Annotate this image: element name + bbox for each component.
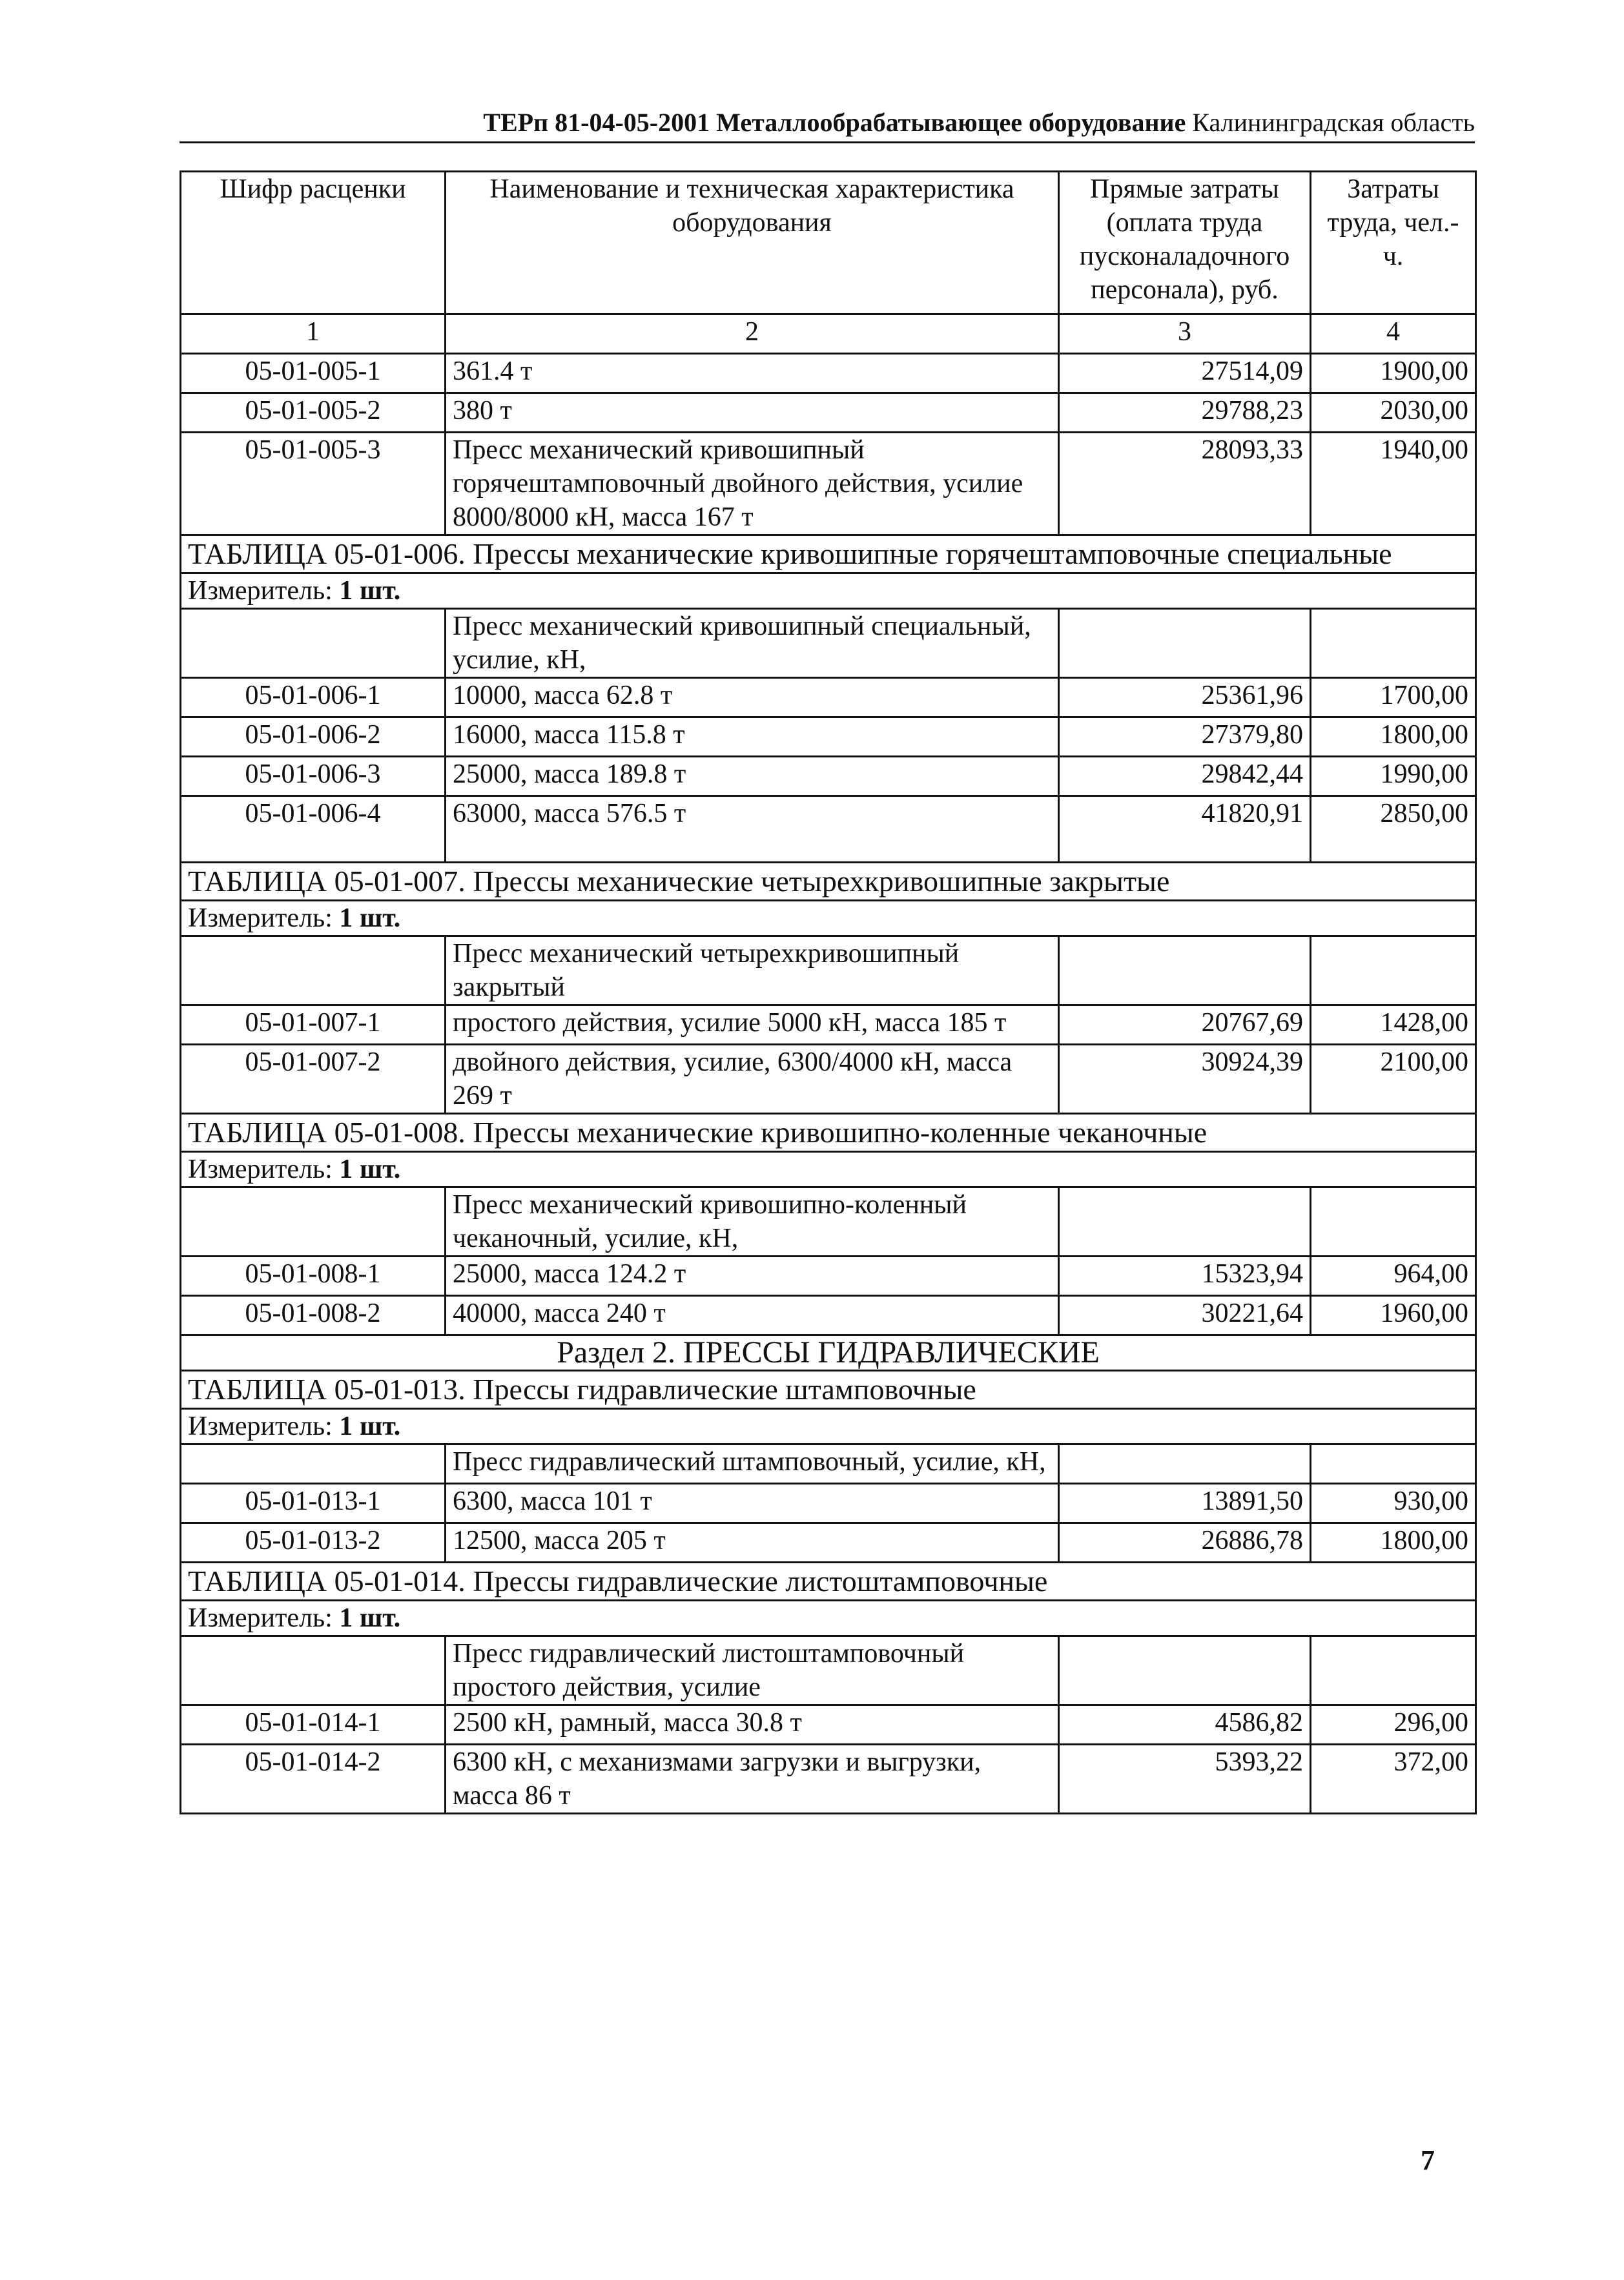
section-title: Раздел 2. ПРЕССЫ ГИДРАВЛИЧЕСКИЕ [181,1335,1476,1371]
row-cost: 25361,96 [1059,678,1311,717]
intro-006: Пресс механический кривошипный специальный, усилие, кН, [446,609,1059,678]
row-desc: 2500 кН, рамный, масса 30.8 т [446,1705,1059,1745]
row-desc: 6300 кН, с механизмами загрузки и выгрузки, масса 86 т [446,1745,1059,1814]
row-desc: 40000, масса 240 т [446,1296,1059,1335]
table-row [181,433,1476,535]
table-title-row [181,535,1476,573]
row-cost: 5393,22 [1059,1745,1311,1814]
row-cost: 29842,44 [1059,757,1311,796]
col-header-code: Шифр расценки [181,172,446,314]
intro-007: Пресс механический четырехкривошипный закрытый [446,936,1059,1005]
intro-008: Пресс механический кривошипно-коленный чеканочный, усилие, кН, [446,1187,1059,1257]
table-row [181,1005,1476,1045]
col-number-2: 2 [446,314,1059,354]
intro-row [181,609,1476,678]
row-desc: 10000, масса 62.8 т [446,678,1059,717]
header-row [181,172,1476,314]
row-cost: 41820,91 [1059,796,1311,863]
measure-unit: 1 шт. [339,576,401,606]
measure-row [181,901,1476,936]
row-code: 05-01-014-2 [181,1745,446,1814]
row-code: 05-01-008-1 [181,1257,446,1296]
row-cost: 30924,39 [1059,1045,1311,1114]
measure-row [181,573,1476,609]
measure-008 [181,1152,1476,1187]
row-labor: 1800,00 [1311,717,1476,757]
measure-007 [181,901,1476,936]
row-code: 05-01-013-2 [181,1523,446,1563]
row-labor: 2100,00 [1311,1045,1476,1114]
row-cost: 20767,69 [1059,1005,1311,1045]
row-cost: 13891,50 [1059,1484,1311,1523]
measure-unit: 1 шт. [339,1155,401,1184]
row-labor: 296,00 [1311,1705,1476,1745]
measure-row [181,1601,1476,1636]
row-desc: 25000, масса 189.8 т [446,757,1059,796]
section-row [181,1335,1476,1371]
intro-013: Пресс гидравлический штамповочный, усилие, кН, [446,1444,1059,1484]
row-code: 05-01-014-1 [181,1705,446,1745]
measure-label: Измеритель: [188,903,333,933]
row-labor: 930,00 [1311,1484,1476,1523]
header-code: ТЕРп 81-04-05-2001 [483,108,710,137]
column-number-row [181,314,1476,354]
intro-row [181,1636,1476,1705]
row-desc: 6300, масса 101 т [446,1484,1059,1523]
measure-014 [181,1601,1476,1636]
row-desc: Пресс механический кривошипный горячештамповочный двойного действия, усилие 8000/8000 кН, масса 167 т [446,433,1059,535]
row-code: 05-01-005-3 [181,433,446,535]
table-row [181,796,1476,863]
table-title-013: ТАБЛИЦА 05-01-013. Прессы гидравлические штамповочные [181,1371,1476,1409]
table-row [181,1745,1476,1814]
table-row [181,1484,1476,1523]
table-title-007: ТАБЛИЦА 05-01-007. Прессы механические четырехкривошипные закрытые [181,863,1476,901]
header-rule [180,141,1475,143]
row-code: 05-01-006-4 [181,796,446,863]
row-code: 05-01-006-2 [181,717,446,757]
table-row [181,1257,1476,1296]
row-labor: 2850,00 [1311,796,1476,863]
row-desc: 12500, масса 205 т [446,1523,1059,1563]
table-row [181,757,1476,796]
row-desc: 63000, масса 576.5 т [446,796,1059,863]
row-cost: 15323,94 [1059,1257,1311,1296]
measure-label: Измеритель: [188,1603,333,1633]
table-title-008: ТАБЛИЦА 05-01-008. Прессы механические кривошипно-коленные чеканочные [181,1114,1476,1152]
row-code: 05-01-005-2 [181,393,446,433]
row-labor: 2030,00 [1311,393,1476,433]
table-title-006: ТАБЛИЦА 05-01-006. Прессы механические кривошипные горячештамповочные специальные [181,535,1476,573]
row-cost: 30221,64 [1059,1296,1311,1335]
row-code: 05-01-008-2 [181,1296,446,1335]
row-labor: 372,00 [1311,1745,1476,1814]
table-row [181,1705,1476,1745]
row-labor: 1900,00 [1311,354,1476,393]
measure-unit: 1 шт. [339,1603,401,1633]
row-code: 05-01-007-1 [181,1005,446,1045]
intro-row [181,1187,1476,1257]
measure-013 [181,1409,1476,1444]
col-number-1: 1 [181,314,446,354]
row-code: 05-01-013-1 [181,1484,446,1523]
row-cost: 27514,09 [1059,354,1311,393]
intro-row [181,1444,1476,1484]
table-title-row [181,1114,1476,1152]
row-desc: двойного действия, усилие, 6300/4000 кН, масса 269 т [446,1045,1059,1114]
col-header-cost: Прямые затраты (оплата труда пусконаладочного персонала), руб. [1059,172,1311,314]
measure-label: Измеритель: [188,1412,333,1441]
row-code: 05-01-005-1 [181,354,446,393]
intro-014: Пресс гидравлический листоштамповочный простого действия, усилие [446,1636,1059,1705]
table-title-row [181,1563,1476,1601]
table-title-row [181,1371,1476,1409]
header-title: Металлообрабатывающее оборудование [716,108,1186,137]
col-header-labor: Затраты труда, чел.-ч. [1311,172,1476,314]
measure-006 [181,573,1476,609]
row-desc: 361.4 т [446,354,1059,393]
table-row [181,354,1476,393]
measure-row [181,1152,1476,1187]
row-cost: 29788,23 [1059,393,1311,433]
col-header-name: Наименование и техническая характеристика оборудования [446,172,1059,314]
table-title-row [181,863,1476,901]
table-row [181,1045,1476,1114]
row-desc: 25000, масса 124.2 т [446,1257,1059,1296]
table-row [181,678,1476,717]
running-header [180,107,1475,138]
table-row [181,393,1476,433]
row-desc: 16000, масса 115.8 т [446,717,1059,757]
measure-unit: 1 шт. [339,903,401,933]
row-labor: 1990,00 [1311,757,1476,796]
col-number-4: 4 [1311,314,1476,354]
row-cost: 4586,82 [1059,1705,1311,1745]
page-number: 7 [1421,2144,1435,2176]
row-cost: 28093,33 [1059,433,1311,535]
table-title-014: ТАБЛИЦА 05-01-014. Прессы гидравлические листоштамповочные [181,1563,1476,1601]
row-cost: 26886,78 [1059,1523,1311,1563]
table-row [181,717,1476,757]
row-code: 05-01-006-1 [181,678,446,717]
row-desc: простого действия, усилие 5000 кН, масса 185 т [446,1005,1059,1045]
intro-row [181,936,1476,1005]
measure-row [181,1409,1476,1444]
rates-table [180,170,1477,1814]
col-number-3: 3 [1059,314,1311,354]
row-labor: 1800,00 [1311,1523,1476,1563]
row-code: 05-01-007-2 [181,1045,446,1114]
row-labor: 1940,00 [1311,433,1476,535]
row-labor: 964,00 [1311,1257,1476,1296]
table-row [181,1296,1476,1335]
row-cost: 27379,80 [1059,717,1311,757]
measure-label: Измеритель: [188,1155,333,1184]
row-code: 05-01-006-3 [181,757,446,796]
row-labor: 1700,00 [1311,678,1476,717]
measure-label: Измеритель: [188,576,333,606]
row-labor: 1960,00 [1311,1296,1476,1335]
row-desc: 380 т [446,393,1059,433]
table-row [181,1523,1476,1563]
header-region: Калининградская область [1192,108,1475,137]
row-labor: 1428,00 [1311,1005,1476,1045]
measure-unit: 1 шт. [339,1412,401,1441]
